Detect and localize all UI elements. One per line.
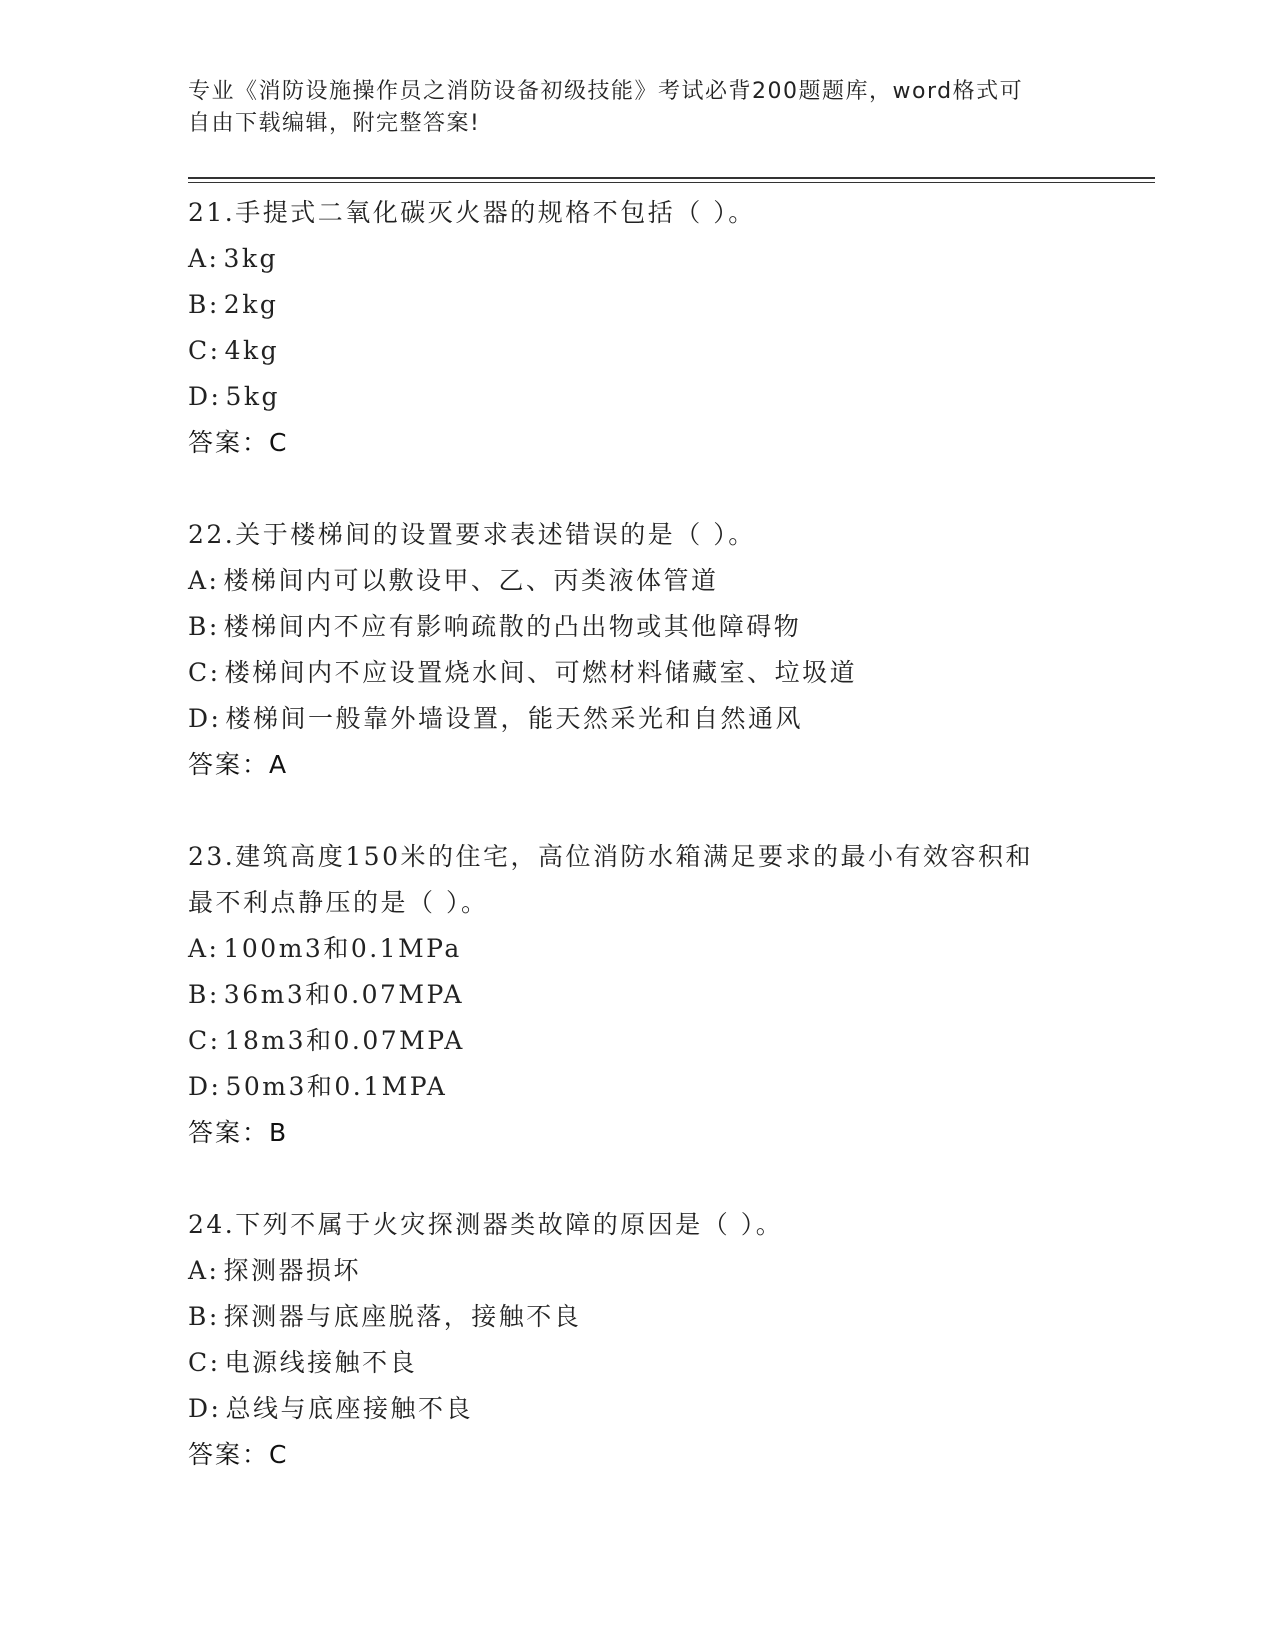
option-a bbox=[188, 558, 1088, 604]
option-text: 楼梯间内不应有影响疏散的凸出物或其他障碍物 bbox=[223, 612, 802, 641]
question-stem bbox=[188, 512, 1088, 558]
option-b bbox=[188, 604, 1088, 650]
document-header bbox=[188, 76, 1088, 140]
answer-value: C bbox=[269, 428, 289, 457]
answer-line bbox=[188, 420, 1088, 466]
question-text-line: 手提式二氧化碳灭火器的规格不包括（ ）。 bbox=[235, 198, 756, 227]
header-divider-thin bbox=[188, 182, 1155, 183]
option-text: 4kg bbox=[224, 336, 280, 365]
option-text: 电源线接触不良 bbox=[224, 1348, 418, 1377]
question-text-line: 下列不属于火灾探测器类故障的原因是（ ）。 bbox=[235, 1210, 784, 1239]
option-text: 50m3和0.1MPA bbox=[225, 1072, 448, 1101]
option-a bbox=[188, 926, 1088, 972]
option-letter: B: bbox=[188, 612, 220, 641]
option-letter: D: bbox=[188, 1072, 222, 1101]
option-c bbox=[188, 1340, 1088, 1386]
question-number: 23. bbox=[188, 842, 236, 871]
header-divider-thick bbox=[188, 177, 1155, 179]
question-22 bbox=[188, 512, 1088, 788]
question-stem bbox=[188, 834, 1088, 926]
option-letter: A: bbox=[188, 244, 220, 273]
option-letter: A: bbox=[188, 934, 220, 963]
option-d bbox=[188, 1386, 1088, 1432]
option-letter: C: bbox=[188, 336, 221, 365]
answer-label: 答案： bbox=[188, 1118, 270, 1147]
option-text: 楼梯间内不应设置烧水间、可燃材料储藏室、垃圾道 bbox=[224, 658, 858, 687]
header-line-1: 专业《消防设施操作员之消防设备初级技能》考试必背200题题库，word格式可 bbox=[188, 79, 1024, 104]
header-line-2: 自由下载编辑，附完整答案! bbox=[188, 111, 481, 136]
question-number: 21. bbox=[188, 198, 236, 227]
option-letter: C: bbox=[188, 1026, 221, 1055]
option-c bbox=[188, 650, 1088, 696]
option-text: 探测器损坏 bbox=[223, 1256, 361, 1285]
option-letter: D: bbox=[188, 704, 222, 733]
option-a bbox=[188, 236, 1088, 282]
option-text: 5kg bbox=[225, 382, 281, 411]
option-letter: C: bbox=[188, 658, 221, 687]
answer-line bbox=[188, 742, 1088, 788]
option-letter: A: bbox=[188, 566, 220, 595]
option-d bbox=[188, 696, 1088, 742]
option-letter: B: bbox=[188, 290, 220, 319]
option-text: 楼梯间内可以敷设甲、乙、丙类液体管道 bbox=[223, 566, 719, 595]
option-a bbox=[188, 1248, 1088, 1294]
option-b bbox=[188, 1294, 1088, 1340]
option-c bbox=[188, 328, 1088, 374]
question-text-line: 关于楼梯间的设置要求表述错误的是（ ）。 bbox=[235, 520, 756, 549]
option-letter: D: bbox=[188, 382, 222, 411]
option-letter: D: bbox=[188, 1394, 222, 1423]
option-b bbox=[188, 282, 1088, 328]
question-list bbox=[188, 190, 1088, 1524]
option-text: 18m3和0.07MPA bbox=[224, 1026, 465, 1055]
answer-value: A bbox=[269, 750, 289, 779]
option-d bbox=[188, 374, 1088, 420]
option-d bbox=[188, 1064, 1088, 1110]
option-text: 2kg bbox=[223, 290, 279, 319]
answer-label: 答案： bbox=[188, 1440, 270, 1469]
answer-line bbox=[188, 1432, 1088, 1478]
option-c bbox=[188, 1018, 1088, 1064]
option-b bbox=[188, 972, 1088, 1018]
option-text: 36m3和0.07MPA bbox=[223, 980, 465, 1009]
question-23 bbox=[188, 834, 1088, 1156]
option-letter: A: bbox=[188, 1256, 220, 1285]
question-24 bbox=[188, 1202, 1088, 1478]
question-21 bbox=[188, 190, 1088, 466]
option-text: 探测器与底座脱落，接触不良 bbox=[223, 1302, 582, 1331]
question-stem bbox=[188, 190, 1088, 236]
question-number: 22. bbox=[188, 520, 236, 549]
option-text: 楼梯间一般靠外墙设置，能天然采光和自然通风 bbox=[225, 704, 803, 733]
question-stem bbox=[188, 1202, 1088, 1248]
option-letter: B: bbox=[188, 980, 220, 1009]
question-text-line: 建筑高度150米的住宅，高位消防水箱满足要求的最小有效容积和 bbox=[235, 842, 1033, 871]
option-text: 100m3和0.1MPa bbox=[223, 934, 462, 963]
option-text: 3kg bbox=[223, 244, 279, 273]
question-text-line: 最不利点静压的是（ ）。 bbox=[188, 888, 489, 917]
answer-label: 答案： bbox=[188, 750, 270, 779]
option-text: 总线与底座接触不良 bbox=[225, 1394, 473, 1423]
answer-value: B bbox=[269, 1118, 289, 1147]
question-number: 24. bbox=[188, 1210, 236, 1239]
answer-value: C bbox=[269, 1440, 289, 1469]
option-letter: C: bbox=[188, 1348, 221, 1377]
answer-line bbox=[188, 1110, 1088, 1156]
option-letter: B: bbox=[188, 1302, 220, 1331]
answer-label: 答案： bbox=[188, 428, 270, 457]
